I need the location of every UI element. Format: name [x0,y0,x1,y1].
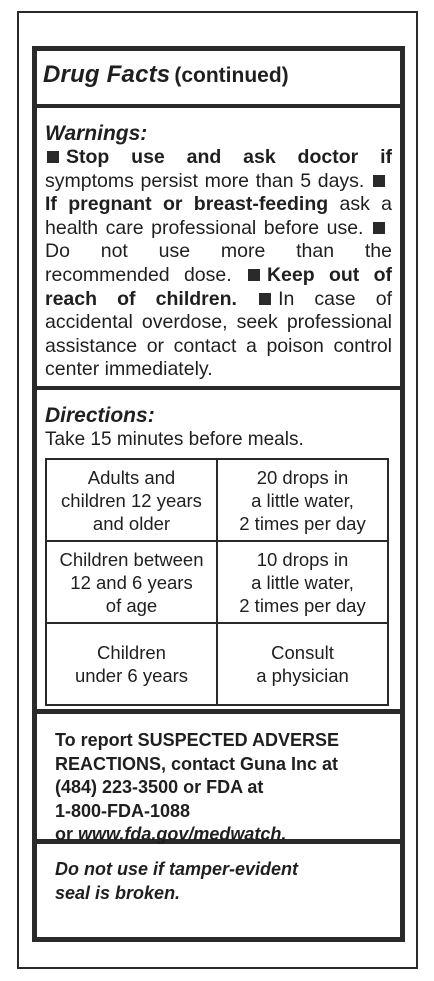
report-line: To report SUSPECTED ADVERSE [55,730,340,750]
warning-stop-use: Stop use and ask doctor if [66,146,392,168]
dosage-table [45,458,389,706]
bullet-square-icon [373,222,385,234]
warning-overdose: In case of accidental overdose, seek professional assistance or contact a poison control center immediately. [45,287,393,381]
tamper-line: Do not use if tamper-evident [55,859,299,879]
warning-dose: Do not use more than the recommended dose. [45,240,392,286]
bullet-square-icon [248,269,260,281]
table-row [46,623,388,705]
dose-cell: Consult a physician [217,623,388,705]
report-line: 1-800-FDA-1088 [55,800,191,821]
warning-keep-out: Keep out of reach of children. [45,263,392,310]
dose-cell: 20 drops in a little water, 2 times per day [217,459,388,541]
report-line: (484) 223-3500 or FDA at [55,777,264,797]
age-group-cell: Children between 12 and 6 years of age [46,541,217,623]
table-row [46,541,388,623]
tamper-evident-section [37,844,400,937]
warnings-heading: Warnings: [45,122,148,145]
warning-pregnant: If pregnant or breast-feeding [45,193,329,216]
directions-section [37,390,400,714]
drug-facts-title [43,61,289,89]
title-bold: Drug Facts [43,61,171,88]
age-group-cell: Adults and children 12 years and older [46,459,217,541]
age-group-cell: Children under 6 years [46,623,217,705]
warning-ask-professional: ask a health care professional before use. [45,193,392,239]
report-line: REACTIONS, contact Guna Inc at [55,753,339,774]
directions-take: Take 15 minutes before meals. [45,429,304,450]
medwatch-link[interactable]: www.fda.gov/medwatch. [78,824,287,844]
bullet-square-icon [47,151,59,163]
directions-heading: Directions: [45,404,155,427]
table-row [46,459,388,541]
adverse-reactions-section [37,714,400,844]
drug-facts-header [37,51,400,108]
report-or: or [55,824,79,844]
report-line [55,823,400,847]
tamper-line: seal is broken. [55,882,181,903]
warnings-section [37,108,400,390]
drug-facts-panel [32,46,405,942]
dose-cell: 10 drops in a little water, 2 times per day [217,541,388,623]
warnings-text [45,146,392,382]
title-continued: (continued) [174,64,289,87]
warning-symptoms: symptoms persist more than 5 days. [45,169,371,192]
bullet-square-icon [373,175,385,187]
bullet-square-icon [259,293,271,305]
